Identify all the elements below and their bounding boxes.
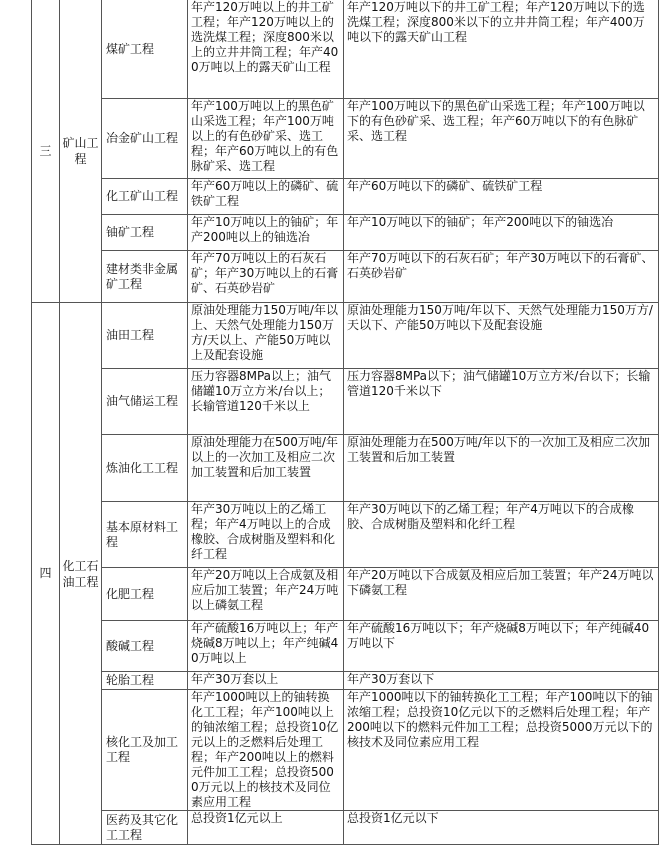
table-row [32,621,659,672]
project-type-name: 轮胎工程 [102,672,188,690]
engineering-scale-table [31,0,659,845]
large-scale-criteria: 年产120万吨以上的井工矿工程；年产120万吨以上的选洗煤工程；深度800米以上的立井井筒工程；年产400万吨以上的露天矿山工程 [188,0,344,99]
large-scale-criteria: 原油处理能力在500万吨/年以上的一次加工及相应二次加工装置和后加工装置 [188,435,344,502]
project-type-name: 油田工程 [102,303,188,369]
table-row [32,672,659,690]
large-scale-criteria: 原油处理能力150万吨/年以上、天然气处理能力150万方/天以上、产能50万吨以上及配套设施 [188,303,344,369]
project-type-name: 油气储运工程 [102,369,188,435]
large-scale-criteria: 年产硫酸16万吨以上；年产烧碱8万吨以上；年产纯碱40万吨以上 [188,621,344,672]
table-row [32,811,659,845]
table-row [32,435,659,502]
large-scale-criteria: 年产30万吨以上的乙烯工程；年产4万吨以上的合成橡胶、合成树脂及塑料和化纤工程 [188,502,344,568]
small-scale-criteria: 年产硫酸16万吨以下；年产烧碱8万吨以下；年产纯碱40万吨以下 [344,621,659,672]
table-row [32,303,659,369]
table-row [32,179,659,215]
section-category: 化工石油工程 [60,303,102,845]
project-type-name: 炼油化工工程 [102,435,188,502]
small-scale-criteria: 年产20万吨以下合成氨及相应后加工装置；年产24万吨以下磷氨工程 [344,568,659,621]
small-scale-criteria: 年产30万吨以下的乙烯工程；年产4万吨以下的合成橡胶、合成树脂及塑料和化纤工程 [344,502,659,568]
large-scale-criteria: 年产10万吨以上的铀矿；年产200吨以上的铀选冶 [188,215,344,251]
small-scale-criteria: 年产120万吨以下的井工矿工程；年产120万吨以下的选洗煤工程；深度800米以下的立井井筒工程；年产400万吨以下的露天矿山工程 [344,0,659,99]
project-type-name: 化工矿山工程 [102,179,188,215]
large-scale-criteria: 年产100万吨以上的黑色矿山采选工程；年产100万吨以上的有色砂矿采、选工程；年产60万吨以上的有色脉矿采、选工程 [188,99,344,179]
table-row [32,251,659,303]
large-scale-criteria: 年产30万套以上 [188,672,344,690]
large-scale-criteria: 年产1000吨以上的铀转换化工工程；年产100吨以上的铀浓缩工程；总投资10亿元以上的乏燃料后处理工程；年产200吨以上的燃料元件加工工程；总投资5000万元以上的核技术及同位素应用工程 [188,690,344,811]
section-number: 四 [32,303,60,845]
large-scale-criteria: 年产70万吨以上的石灰石矿；年产30万吨以上的石膏矿、石英砂岩矿 [188,251,344,303]
table-row [32,690,659,811]
small-scale-criteria: 年产70万吨以下的石灰石矿；年产30万吨以下的石膏矿、石英砂岩矿 [344,251,659,303]
section-category: 矿山工程 [60,0,102,303]
table-row [32,99,659,179]
small-scale-criteria: 压力容器8MPa以下；油气储罐10万立方米/台以下；长输管道120千米以下 [344,369,659,435]
small-scale-criteria: 年产1000吨以下的铀转换化工工程；年产100吨以下的铀浓缩工程；总投资10亿元以下的乏燃料后处理工程；年产200吨以下的燃料元件加工工程；总投资5000万元以下的核技术及同位素应用工程 [344,690,659,811]
small-scale-criteria: 年产60万吨以下的磷矿、硫铁矿工程 [344,179,659,215]
large-scale-criteria: 年产60万吨以上的磷矿、硫铁矿工程 [188,179,344,215]
table-row [32,369,659,435]
section-number: 三 [32,0,60,303]
project-type-name: 建材类非金属矿工程 [102,251,188,303]
small-scale-criteria: 总投资1亿元以下 [344,811,659,845]
large-scale-criteria: 总投资1亿元以上 [188,811,344,845]
small-scale-criteria: 原油处理能力在500万吨/年以下的一次加工及相应二次加工装置和后加工装置 [344,435,659,502]
table-row [32,215,659,251]
small-scale-criteria: 年产10万吨以下的铀矿；年产200吨以下的铀选冶 [344,215,659,251]
project-type-name: 化肥工程 [102,568,188,621]
table-row [32,0,659,99]
project-type-name: 医药及其它化工工程 [102,811,188,845]
project-type-name: 核化工及加工工程 [102,690,188,811]
table-row [32,502,659,568]
table-row [32,568,659,621]
small-scale-criteria: 年产30万套以下 [344,672,659,690]
small-scale-criteria: 原油处理能力150万吨/年以下、天然气处理能力150万方/天以下、产能50万吨以下及配套设施 [344,303,659,369]
project-type-name: 基本原材料工程 [102,502,188,568]
large-scale-criteria: 年产20万吨以上合成氨及相应后加工装置；年产24万吨以上磷氨工程 [188,568,344,621]
small-scale-criteria: 年产100万吨以下的黑色矿山采选工程；年产100万吨以下的有色砂矿采、选工程；年产60万吨以下的有色脉矿采、选工程 [344,99,659,179]
project-type-name: 铀矿工程 [102,215,188,251]
large-scale-criteria: 压力容器8MPa以上；油气储罐10万立方米/台以上；长输管道120千米以上 [188,369,344,435]
project-type-name: 酸碱工程 [102,621,188,672]
project-type-name: 煤矿工程 [102,0,188,99]
project-type-name: 冶金矿山工程 [102,99,188,179]
